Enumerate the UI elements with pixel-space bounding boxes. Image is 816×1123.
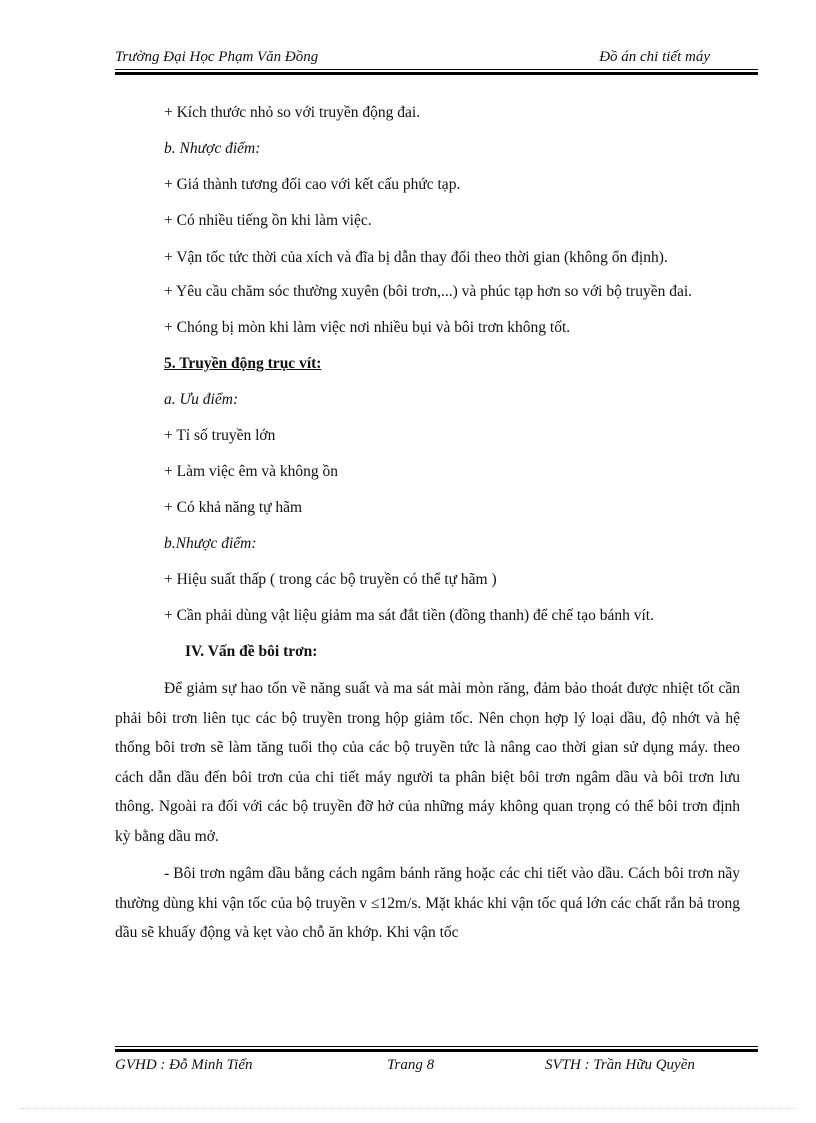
- chapter-heading: IV. Vấn đề bôi trơn:: [185, 643, 318, 660]
- subheading: b. Nhược điểm:: [164, 140, 261, 157]
- list-item: + Yêu cầu chăm sóc thường xuyên (bôi trơn,...) và phúc tạp hơn so với bộ truyền đai.: [164, 282, 693, 300]
- subheading: a. Ưu điểm:: [164, 391, 239, 408]
- list-item: + Kích thước nhỏ so với truyền động đai.: [164, 104, 421, 121]
- page-body: [115, 95, 740, 948]
- list-item: + Giá thành tương đối cao với kết cấu phức tạp.: [164, 176, 461, 193]
- header-school: Trường Đại Học Phạm Văn Đồng: [115, 49, 319, 65]
- paragraph: Để giảm sự hao tốn về năng suất và ma sát mài mòn răng, đảm bảo thoát được nhiệt tốt cần phải bôi trơn liên tục các bộ truyền trong hộp giảm tốc. Nên chọn hợp lý loại dầu, độ nhớt và hệ thống bôi trơn sẽ làm tăng tuổi thọ của các bộ truyền tức là nâng cao thời gian sử dụng máy. theo cách dẫn dầu đến bôi trơn của chi tiết máy người ta phân biệt bôi trơn ngâm dầu và bôi trơn lưu thông. Ngoài ra đối với các bộ truyền đỡ hở của những máy không quan trọng có thể bôi trơn định kỳ bằng dầu mở.: [115, 680, 740, 845]
- page-number: Trang 8: [387, 1057, 435, 1073]
- header-rule-thick: [115, 72, 758, 75]
- footer-rule-thick: [115, 1049, 758, 1052]
- page-header: [115, 49, 758, 69]
- footer-student: SVTH : Trần Hữu Quyền: [545, 1057, 695, 1073]
- list-item: + Có khả năng tự hãm: [164, 499, 303, 516]
- header-title: Đồ án chi tiết máy: [599, 49, 710, 65]
- section-heading: 5. Truyền động trục vít:: [164, 355, 322, 372]
- subheading: b.Nhược điểm:: [164, 535, 257, 552]
- list-item: + Vận tốc tức thời của xích và đĩa bị dẫn thay đổi theo thời gian (không ổn định).: [164, 249, 668, 266]
- list-item: + Có nhiều tiếng ồn khi làm việc.: [164, 212, 372, 229]
- list-item: + Tỉ số truyền lớn: [164, 427, 276, 444]
- list-item: + Cần phải dùng vật liệu giảm ma sát đắt tiền (đồng thanh) để chế tạo bánh vít.: [164, 607, 654, 624]
- list-item: + Hiệu suất thấp ( trong các bộ truyền có thể tự hãm ): [164, 571, 497, 588]
- bottom-divider: [20, 1108, 796, 1109]
- paragraph: - Bôi trơn ngâm dầu bằng cách ngâm bánh răng hoặc các chi tiết vào dầu. Cách bôi trơn nầy thường dùng khi vận tốc của bộ truyền v ≤12m/s. Mặt khác khi vận tốc quá lớn các chất rắn bả trong dầu sẽ khuấy động và kẹt vào chỗ ăn khớp. Khi vận tốc: [115, 865, 740, 941]
- footer-rule-thin: [115, 1046, 758, 1047]
- footer-instructor: GVHD : Đỗ Minh Tiến: [115, 1057, 253, 1073]
- header-rule-thin: [115, 69, 758, 70]
- page-footer: [115, 1057, 758, 1077]
- list-item: + Chóng bị mòn khi làm việc nơi nhiều bụi và bôi trơn không tốt.: [164, 319, 571, 336]
- list-item: + Làm việc êm và không ồn: [164, 463, 339, 480]
